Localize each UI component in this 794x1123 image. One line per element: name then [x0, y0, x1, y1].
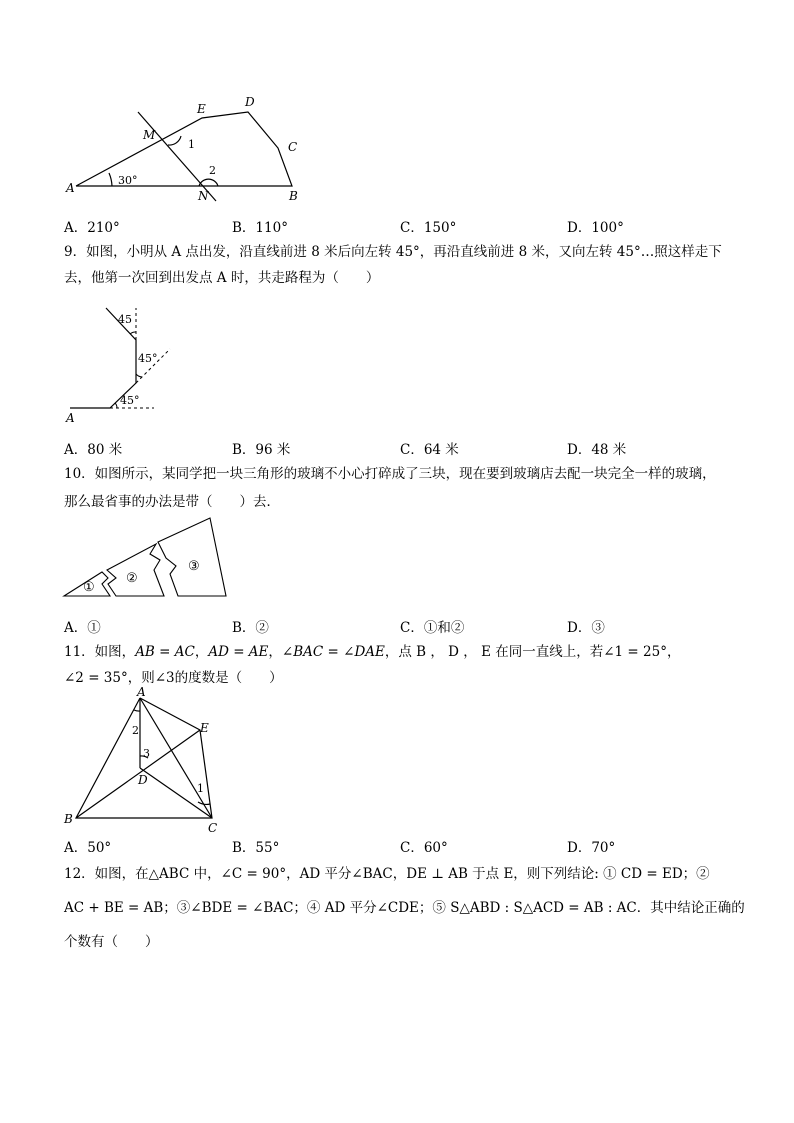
q11-angle-1: 1	[197, 782, 204, 795]
q8-label-c: C	[288, 140, 298, 154]
q11-option-a[interactable]: A．50°	[64, 840, 112, 856]
q9-option-b[interactable]: B．96 米	[232, 442, 291, 458]
q10-figure	[60, 512, 230, 604]
q11-stem-line1	[64, 640, 680, 660]
q9-label-a: A	[66, 411, 75, 425]
q11-label-d: D	[138, 773, 148, 787]
q8-label-e: E	[197, 102, 206, 116]
q10-stem-line1: 10．如图所示，某同学把一块三角形的玻璃不小心打碎成了三块，现在要到玻璃店去配一块完全一样的玻璃，	[64, 466, 716, 482]
q11-option-c[interactable]: C．60°	[400, 840, 448, 856]
q9-figure	[60, 300, 190, 425]
q10-label-3: ③	[188, 559, 200, 574]
q12-stem-line2: AC + BE = AB；③∠BDE = ∠BAC；④ AD 平分∠CDE；⑤ S△ABD : S△ACD = AB : AC．其中结论正确的	[64, 900, 745, 916]
q11-option-d[interactable]: D．70°	[567, 840, 616, 856]
q10-option-d[interactable]: D．③	[567, 620, 605, 636]
q8-option-d[interactable]: D．100°	[567, 220, 624, 236]
q11-cond-ab-ac: AB = AC	[135, 644, 195, 660]
q9-angle-bottom: 45°	[120, 394, 140, 407]
q9-arc-top	[130, 332, 136, 334]
q9-stem-line1: 9．如图，小明从 A 点出发，沿直线前进 8 米后向左转 45°，再沿直线前进 8 米，又向左转 45°…照这样走下	[64, 244, 722, 260]
q8-label-m: M	[143, 128, 156, 142]
q10-option-c[interactable]: C．①和②	[400, 620, 465, 636]
q8-option-a[interactable]: A．210°	[64, 220, 120, 236]
q8-label-angle1: 1	[188, 138, 195, 151]
q11-figure	[60, 686, 230, 834]
q11-arc-2	[134, 710, 140, 711]
q9-angle-top: 45	[118, 313, 132, 326]
q11-label-b: B	[64, 812, 73, 826]
q10-stem-line2: 那么最省事的办法是带（ ）去．	[64, 494, 280, 510]
q10-option-a[interactable]: A．①	[64, 620, 101, 636]
q10-piece-2	[107, 544, 164, 596]
q11-label-a: A	[137, 686, 146, 699]
q9-arc-bottom	[115, 403, 117, 408]
q9-stem-line2: 去，他第一次回到出发点 A 时，共走路程为（ ）	[64, 270, 380, 286]
q8-label-a: A	[66, 181, 75, 195]
q8-line-mn	[138, 112, 216, 201]
q8-polygon	[76, 112, 292, 186]
q9-option-d[interactable]: D．48 米	[567, 442, 627, 458]
q10-piece-3	[158, 518, 226, 596]
q11-label-e: E	[200, 721, 209, 735]
q11-ac	[140, 698, 212, 818]
q11-label-c: C	[208, 821, 218, 834]
q11-cond-angles: ∠BAC = ∠DAE	[281, 644, 385, 660]
q10-label-1: ①	[83, 580, 95, 595]
q8-figure	[60, 92, 320, 207]
q9-arc-mid	[136, 374, 142, 377]
q9-option-a[interactable]: A．80 米	[64, 442, 123, 458]
q8-arc-30	[109, 173, 112, 186]
q11-angle-3: 3	[143, 747, 150, 760]
q11-sep-2: ，	[268, 644, 282, 660]
q8-label-angle2: 2	[209, 164, 216, 177]
q11-angle-2: 2	[132, 724, 139, 737]
q12-stem-line3: 个数有（ ）	[64, 934, 159, 950]
q8-label-d: D	[245, 95, 255, 109]
q9-option-c[interactable]: C．64 米	[400, 442, 459, 458]
q11-cond-ad-ae: AD = AE	[208, 644, 269, 660]
q11-arc-1	[198, 802, 210, 804]
q8-option-c[interactable]: C．150°	[400, 220, 457, 236]
q11-stem-rest: ，点 B ， D ， E 在同一直线上，若∠1 = 25°，	[384, 644, 681, 660]
q11-stem-prefix: 11．如图，	[64, 644, 136, 660]
q11-sep-1: ，	[194, 644, 209, 660]
q11-option-b[interactable]: B．55°	[232, 840, 280, 856]
q8-label-angle30: 30°	[118, 174, 138, 187]
q8-label-b: B	[289, 189, 298, 203]
q8-option-b[interactable]: B．110°	[232, 220, 288, 236]
q12-stem-line1: 12．如图，在△ABC 中，∠C = 90°，AD 平分∠BAC，DE ⊥ AB 于点 E，则下列结论: ① CD = ED；②	[64, 866, 710, 882]
q9-angle-mid: 45°	[138, 352, 158, 365]
q10-option-b[interactable]: B．②	[232, 620, 269, 636]
q8-arc-1	[168, 136, 181, 145]
q10-label-2: ②	[126, 571, 138, 586]
q11-stem-line2: ∠2 = 35°，则∠3的度数是（ ）	[64, 670, 283, 686]
q8-label-n: N	[198, 189, 209, 203]
